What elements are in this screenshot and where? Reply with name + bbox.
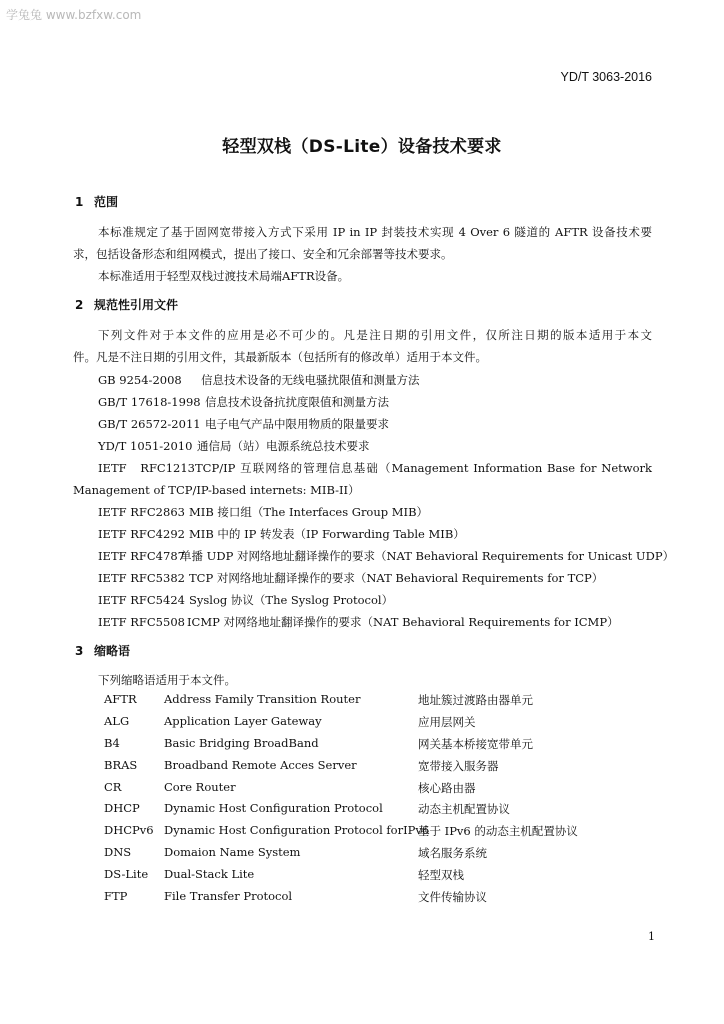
abbreviation: DNS [104, 845, 132, 860]
english-term: Address Family Transition Router [164, 692, 361, 706]
reference-item [98, 394, 389, 410]
section-1-heading [75, 193, 118, 210]
chinese-term: 轻型双栈 [418, 868, 464, 883]
reference-title: TCP 对网络地址翻译操作的要求（NAT Behavioral Requirements for TCP） [189, 571, 604, 585]
english-term: Dual-Stack Lite [164, 867, 255, 882]
reference-title: MIB 中的 IP 转发表（IP Forwarding Table MIB） [189, 527, 465, 541]
chinese-term: 网关基本桥接宽带单元 [418, 736, 533, 751]
reference-code: IETF RFC5424 [98, 593, 185, 607]
page-number: 1 [648, 930, 655, 943]
reference-item [98, 526, 465, 542]
section-2-heading [75, 296, 178, 313]
reference-code: IETF RFC2863 [98, 505, 185, 519]
english-term: Core Router [164, 779, 236, 794]
reference-code: GB 9254-2008 [98, 373, 182, 387]
reference-code: IETF RFC5382 [98, 571, 185, 585]
chinese-term: 域名服务系统 [418, 846, 487, 861]
reference-code: IETF RFC4292 [98, 527, 185, 541]
section-number: 1 [75, 195, 84, 209]
english-term: Basic Bridging BroadBand [164, 735, 319, 750]
abbreviation: BRAS [104, 757, 138, 772]
paragraph-line: 下列缩略语适用于本文件。 [98, 673, 236, 687]
reference-title: 信息技术设备的无线电骚扰限值和测量方法 [201, 373, 420, 387]
paragraph-line: 下列文件对于本文件的应用是必不可少的。凡是注日期的引用文件，仅所注日期的版本适用于本文 [98, 328, 652, 342]
abbreviation: AFTR [104, 692, 137, 706]
english-term: Dynamic Host Configuration Protocol [164, 801, 383, 816]
chinese-term: 宽带接入服务器 [418, 758, 499, 773]
chinese-term: 动态主机配置协议 [418, 802, 510, 817]
reference-title: Syslog 协议（The Syslog Protocol） [189, 593, 394, 607]
reference-item [98, 416, 389, 432]
reference-item [98, 504, 428, 520]
reference-title: TCP/IP 互联网络的管理信息基础（Management Information Base for Network [195, 461, 652, 475]
reference-item [98, 592, 393, 608]
english-term: Domaion Name System [164, 845, 301, 860]
paragraph-line: 本标准适用于轻型双栈过渡技术局端AFTR设备。 [98, 269, 350, 283]
reference-code: GB/T 26572-2011 [98, 417, 201, 431]
paragraph-line: 件。凡是不注日期的引用文件，其最新版本（包括所有的修改单）适用于本文件。 [73, 350, 487, 364]
reference-title: 通信局（站）电源系统总技术要求 [197, 439, 370, 453]
reference-item [98, 614, 619, 630]
reference-item [98, 570, 603, 586]
abbreviation: CR [104, 779, 122, 794]
reference-code: IETF RFC1213 [98, 461, 195, 475]
reference-code: IETF RFC4787 [98, 549, 185, 563]
english-term: Dynamic Host Configuration Protocol forIPv6 [164, 823, 430, 838]
reference-code: GB/T 17618-1998 [98, 395, 201, 409]
abbreviation: DHCP [104, 801, 140, 816]
section-title: 缩略语 [94, 644, 131, 658]
reference-code: YD/T 1051-2010 [98, 439, 193, 453]
abbreviation: DHCPv6 [104, 823, 154, 838]
chinese-term: 应用层网关 [418, 714, 476, 729]
section-title: 范围 [94, 195, 119, 209]
reference-title: 信息技术设备抗扰度限值和测量方法 [205, 395, 389, 409]
abbreviation: ALG [104, 713, 130, 728]
abbreviation: B4 [104, 735, 120, 750]
chinese-term: 基于 IPv6 的动态主机配置协议 [418, 824, 578, 839]
abbreviation: FTP [104, 889, 128, 904]
document-title: 轻型双栈（DS-Lite）设备技术要求 [222, 137, 502, 157]
reference-code: IETF RFC5508 [98, 615, 185, 629]
english-term: Broadband Remote Acces Server [164, 757, 357, 772]
reference-item [98, 460, 652, 476]
chinese-term: 核心路由器 [418, 780, 476, 795]
chinese-term: 地址簇过渡路由器单元 [418, 693, 533, 707]
paragraph-line: 本标准规定了基于固网宽带接入方式下采用 IP in IP 封装技术实现 4 Over 6 隧道的 AFTR 设备技术要 [98, 225, 652, 239]
reference-item [98, 372, 420, 388]
english-term: Application Layer Gateway [164, 713, 322, 728]
section-number: 3 [75, 644, 84, 658]
chinese-term: 文件传输协议 [418, 890, 487, 905]
reference-continuation: Management of TCP/IP-based internets: MIB-II） [73, 483, 360, 497]
english-term: File Transfer Protocol [164, 889, 293, 904]
reference-title: 电子电气产品中限用物质的限量要求 [205, 417, 389, 431]
reference-title: 单播 UDP 对网络地址翻译操作的要求（NAT Behavioral Requirements for Unicast UDP） [180, 549, 675, 563]
reference-item [98, 438, 370, 454]
section-3-heading [75, 642, 130, 659]
standard-code: YD/T 3063-2016 [560, 70, 652, 84]
section-number: 2 [75, 298, 84, 312]
section-title: 规范性引用文件 [94, 298, 179, 312]
paragraph-line: 求，包括设备形态和组网模式，提出了接口、安全和冗余部署等技术要求。 [73, 247, 453, 261]
reference-title: MIB 接口组（The Interfaces Group MIB） [189, 505, 429, 519]
reference-title: ICMP 对网络地址翻译操作的要求（NAT Behavioral Requirements for ICMP） [187, 615, 619, 629]
reference-item [98, 548, 674, 564]
watermark: 学兔兔 www.bzfxw.com [6, 8, 142, 22]
abbreviation: DS-Lite [104, 867, 149, 882]
